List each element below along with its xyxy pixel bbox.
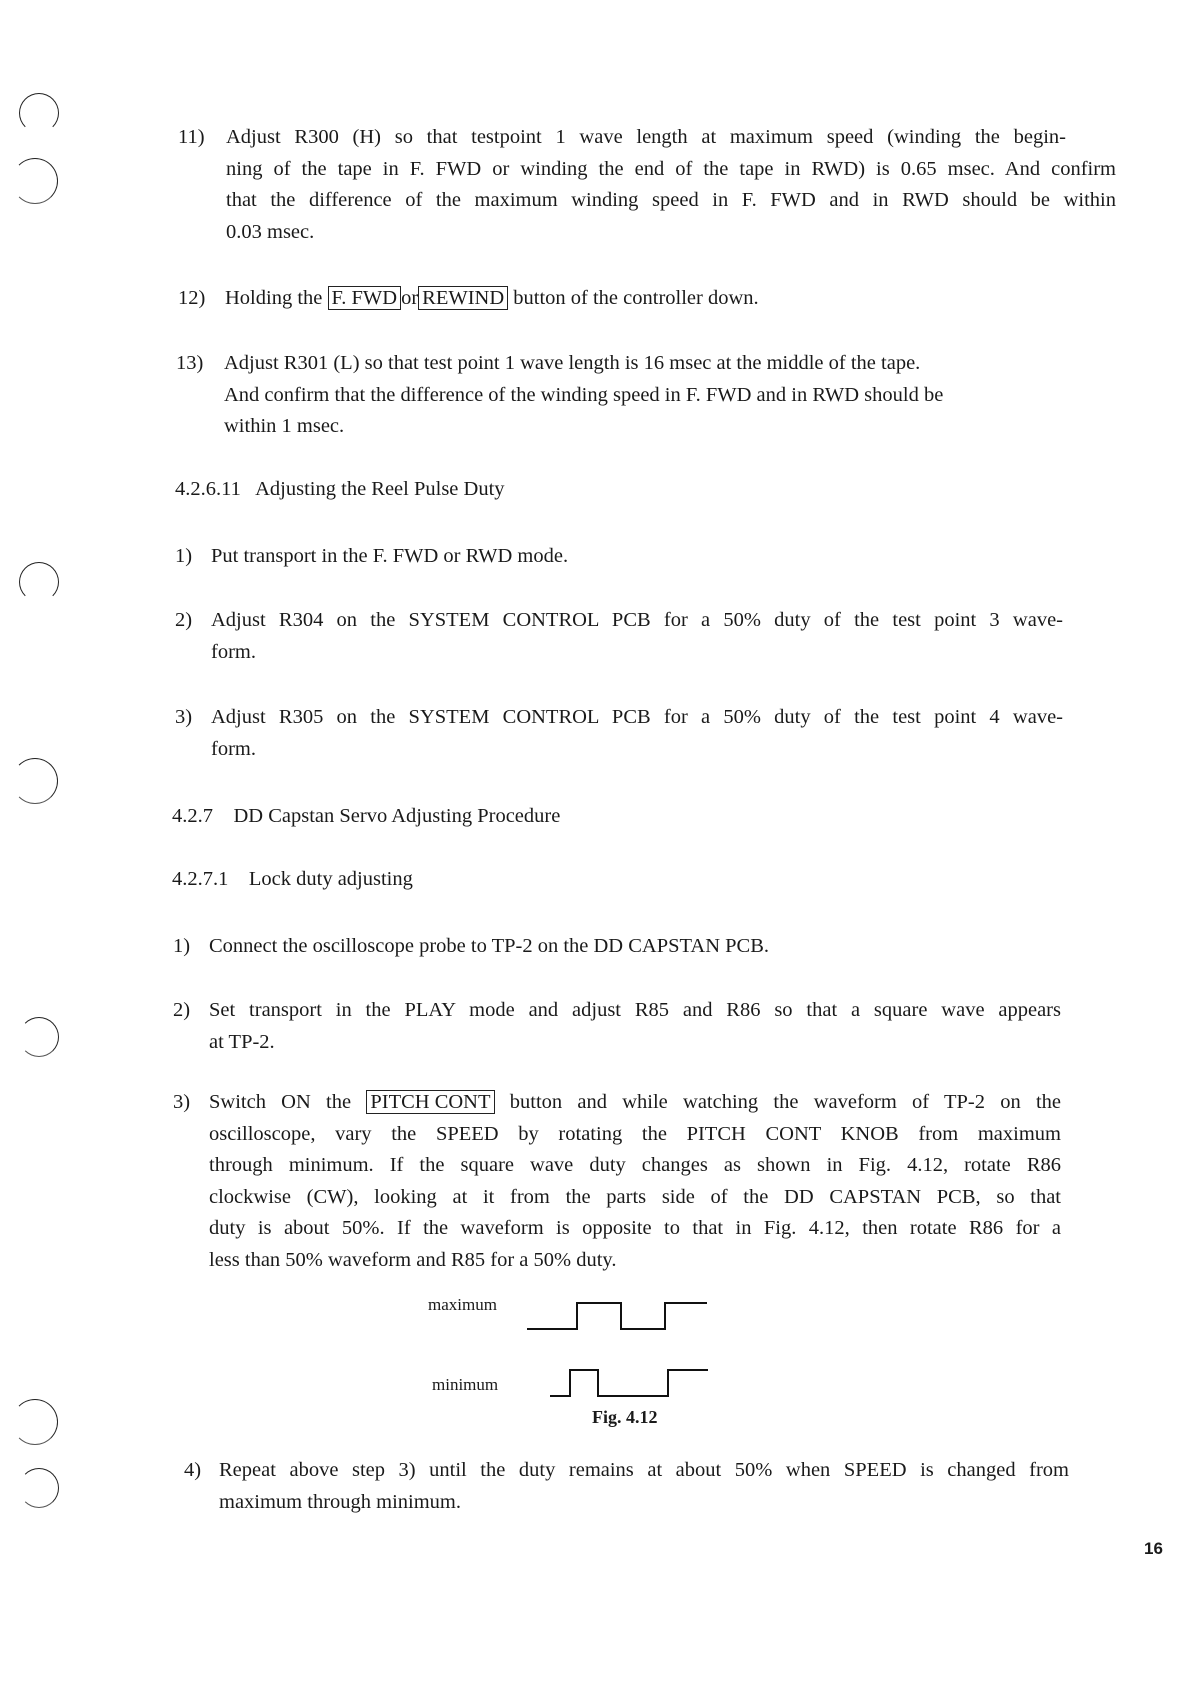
binder-hole-icon (12, 758, 58, 804)
text-line: Connect the oscilloscope probe to TP-2 on the DD CAPSTAN PCB. (209, 935, 769, 957)
pitch-cont-button-label: PITCH CONT (366, 1090, 494, 1114)
text-line: ning of the tape in F. FWD or winding the end of the tape in RWD) is 0.65 msec. And confirm (226, 157, 1116, 180)
step-text (211, 541, 568, 573)
binder-hole-icon (19, 1468, 59, 1508)
section-heading (172, 805, 560, 828)
text-line: through minimum. If the square wave duty changes as shown in Fig. 4.12, rotate R86 (209, 1154, 1061, 1176)
text-line: at TP-2. (209, 1030, 275, 1053)
text-line: Adjust R300 (H) so that testpoint 1 wave length at maximum speed (winding the begin- (226, 126, 1066, 148)
step-number: 4) (184, 1459, 202, 1481)
step-text (209, 931, 769, 963)
waveform-label-maximum: maximum (428, 1295, 497, 1314)
section-heading (172, 868, 413, 891)
text-line: that the difference of the maximum winding speed in F. FWD and in RWD should be within (226, 189, 1116, 211)
text-fragment: button of the controller down. (513, 287, 759, 309)
heading-title: Adjusting the Reel Pulse Duty (255, 478, 505, 500)
section-heading (175, 478, 505, 501)
text-line: 0.03 msec. (226, 220, 315, 243)
text-line: Adjust R305 on the SYSTEM CONTROL PCB for a 50% duty of the test point 4 wave- (211, 706, 1063, 728)
step-number: 3) (175, 706, 193, 728)
step-text (225, 283, 759, 315)
text-line: clockwise (CW), looking at it from the parts side of the DD CAPSTAN PCB, so that (209, 1185, 1061, 1208)
text-line: duty is about 50%. If the waveform is opposite to that in Fig. 4.12, then rotate R86 for a (209, 1217, 1061, 1239)
text-fragment: or (401, 287, 419, 309)
text-line: oscilloscope, vary the SPEED by rotating the PITCH CONT KNOB from maximum (209, 1122, 1061, 1145)
text-line: Set transport in the PLAY mode and adjust R85 and R86 so that a square wave appears (209, 999, 1061, 1021)
text-line: form. (211, 640, 256, 663)
step-text (211, 702, 1063, 765)
text-fragment: Holding the (225, 287, 323, 309)
heading-number: 4.2.7.1 (172, 868, 229, 890)
step-number: 11) (178, 126, 205, 148)
step-number: 12) (178, 287, 206, 309)
step-number: 1) (173, 935, 191, 957)
heading-title: Lock duty adjusting (248, 868, 413, 890)
figure-caption: Fig. 4.12 (592, 1407, 658, 1427)
text-line: maximum through minimum. (219, 1490, 462, 1513)
text-line: Adjust R304 on the SYSTEM CONTROL PCB for a 50% duty of the test point 3 wave- (211, 609, 1063, 631)
step-number: 13) (176, 352, 204, 374)
f-fwd-button-label: F. FWD (328, 286, 402, 310)
text-line: Adjust R301 (L) so that test point 1 wave length is 16 msec at the middle of the tape. (224, 352, 921, 374)
waveform-minimum-icon (548, 1364, 738, 1404)
step-text (219, 1455, 1069, 1518)
binder-hole-icon (19, 562, 59, 602)
waveform-label-minimum: minimum (432, 1375, 499, 1394)
step-number: 1) (175, 545, 193, 567)
step-number: 2) (175, 609, 193, 631)
heading-number: 4.2.6.11 (175, 478, 241, 500)
step-number: 3) (173, 1091, 191, 1113)
text-line: Repeat above step 3) until the duty remains at about 50% when SPEED is changed from (219, 1459, 1069, 1481)
text-line: And confirm that the difference of the winding speed in F. FWD and in RWD should be (224, 383, 944, 406)
heading-number: 4.2.7 (172, 805, 213, 827)
binder-hole-icon (12, 1399, 58, 1445)
heading-title: DD Capstan Servo Adjusting Procedure (233, 805, 561, 827)
waveform-maximum-icon (525, 1297, 715, 1337)
binder-hole-icon (19, 1017, 59, 1057)
text-line (209, 1087, 1061, 1119)
step-text (226, 122, 1116, 248)
page-number: 16 (1144, 1539, 1163, 1558)
binder-hole-icon (19, 93, 59, 133)
step-number: 2) (173, 999, 191, 1021)
step-text (211, 605, 1063, 668)
text-line: Put transport in the F. FWD or RWD mode. (211, 545, 569, 567)
binder-hole-icon (12, 158, 58, 204)
step-text (209, 1087, 1061, 1276)
text-line: within 1 msec. (224, 415, 345, 437)
text-line: form. (211, 737, 256, 760)
text-fragment: button and while watching the waveform of TP-2 on the (509, 1091, 1062, 1113)
rewind-button-label: REWIND (418, 286, 508, 310)
text-fragment: Switch ON the (209, 1091, 352, 1113)
step-text (224, 348, 943, 443)
text-line: less than 50% waveform and R85 for a 50% duty. (209, 1248, 617, 1271)
step-text (209, 995, 1061, 1058)
